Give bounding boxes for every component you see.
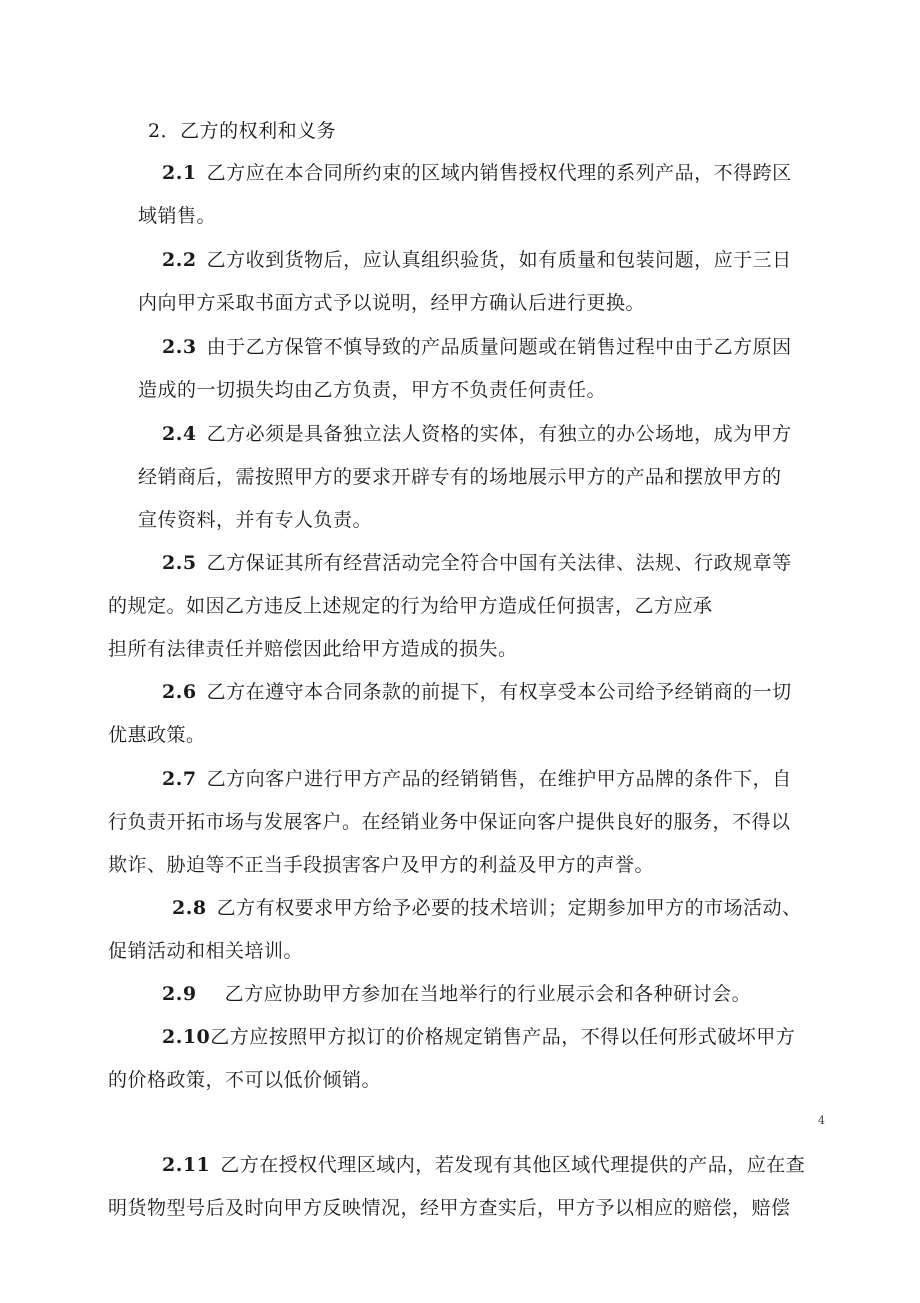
clause-number: 2.8 (172, 897, 207, 919)
clause-2-7-line-3: 欺诈、胁迫等不正当手段损害客户及甲方的利益及甲方的声誉。 (108, 854, 655, 876)
clause-number: 2.1 (162, 162, 197, 184)
clause-2-4-line-3: 宣传资料，并有专人负责。 (138, 509, 373, 531)
clause-number: 2.6 (162, 681, 197, 703)
clause-2-7-line-2: 行负责开拓市场与发展客户。在经销业务中保证向客户提供良好的服务，不得以 (108, 811, 791, 833)
section-heading: 2．乙方的权利和义务 (148, 120, 337, 142)
clause-text: 乙方有权要求甲方给予必要的技术培训；定期参加甲方的市场活动、 (216, 897, 802, 919)
clause-2-10-line-1 (162, 1024, 795, 1050)
clause-2-3-line-1 (162, 334, 792, 360)
page-number: 4 (818, 1114, 825, 1127)
clause-text: 乙方必须是具备独立法人资格的实体，有独立的办公场地，成为甲方 (206, 423, 792, 445)
clause-2-6-line-2: 优惠政策。 (108, 724, 206, 746)
clause-text: 乙方应在本合同所约束的区域内销售授权代理的系列产品，不得跨区 (206, 162, 792, 184)
clause-number: 2.11 (162, 1154, 211, 1176)
clause-2-11-line-2: 明货物型号后及时向甲方反映情况，经甲方查实后，甲方予以相应的赔偿，赔偿 (108, 1197, 791, 1219)
clause-2-4-line-1 (162, 421, 792, 447)
clause-number: 2.2 (162, 249, 197, 271)
clause-2-3-line-2: 造成的一切损失均由乙方负责，甲方不负责任何责任。 (138, 379, 607, 401)
clause-text: 乙方应协助甲方参加在当地举行的行业展示会和各种研讨会。 (224, 983, 752, 1005)
clause-text: 乙方在遵守本合同条款的前提下，有权享受本公司给予经销商的一切 (206, 681, 792, 703)
clause-text: 乙方应按照甲方拟订的价格规定销售产品，不得以任何形式破坏甲方 (210, 1026, 796, 1048)
clause-2-11-line-1 (162, 1152, 805, 1178)
clause-2-10-line-2: 的价格政策，不可以低价倾销。 (108, 1069, 382, 1091)
clause-2-2-line-2: 内向甲方采取书面方式予以说明，经甲方确认后进行更换。 (138, 292, 646, 314)
clause-2-6-line-1 (162, 679, 792, 705)
clause-2-2-line-1 (162, 247, 792, 273)
clause-number: 2.4 (162, 423, 197, 445)
clause-text: 乙方向客户进行甲方产品的经销销售，在维护甲方品牌的条件下，自 (206, 768, 792, 790)
clause-text: 由于乙方保管不慎导致的产品质量问题或在销售过程中由于乙方原因 (206, 336, 792, 358)
clause-number: 2.10 (162, 1026, 211, 1048)
clause-number: 2.9 (162, 983, 197, 1005)
clause-number: 2.3 (162, 336, 197, 358)
clause-2-1-line-2: 域销售。 (138, 205, 217, 227)
clause-text: 乙方在授权代理区域内，若发现有其他区域代理提供的产品，应在查 (220, 1154, 806, 1176)
clause-2-5-line-2: 的规定。如因乙方违反上述规定的行为给甲方造成任何损害，乙方应承 (108, 595, 713, 617)
clause-2-7-line-1 (162, 766, 792, 792)
clause-number: 2.7 (162, 768, 197, 790)
clause-2-5-line-1 (162, 550, 792, 576)
clause-2-8-line-2: 促销活动和相关培训。 (108, 940, 304, 962)
clause-2-5-line-3: 担所有法律责任并赔偿因此给甲方造成的损失。 (108, 638, 518, 660)
clause-text: 乙方保证其所有经营活动完全符合中国有关法律、法规、行政规章等 (206, 552, 792, 574)
clause-text: 乙方收到货物后，应认真组织验货，如有质量和包装问题，应于三日 (206, 249, 792, 271)
clause-2-4-line-2: 经销商后，需按照甲方的要求开辟专有的场地展示甲方的产品和摆放甲方的 (138, 466, 782, 488)
clause-2-9-line-1 (162, 981, 751, 1007)
clause-2-1-line-1 (162, 160, 792, 186)
clause-number: 2.5 (162, 552, 197, 574)
clause-2-8-line-1 (172, 895, 802, 921)
